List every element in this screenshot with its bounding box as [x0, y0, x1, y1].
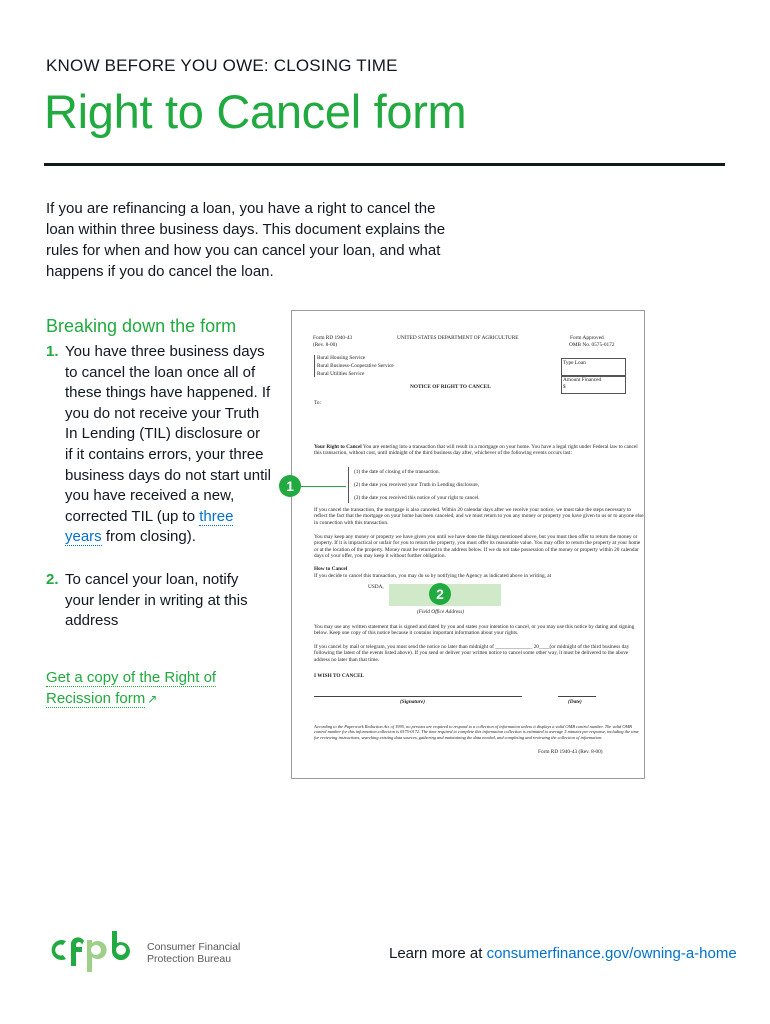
to-label: To:: [314, 400, 321, 406]
form-rev: (Rev. 8-00): [313, 342, 338, 348]
form-footer-id: Form RD 1940-43 (Rev. 8-00): [538, 749, 603, 755]
cfpb-logo: [44, 926, 140, 974]
learn-more-link[interactable]: consumerfinance.gov/owning-a-home: [486, 945, 737, 962]
event-2: (2) the date you received your Truth in Lending disclosure,: [354, 482, 480, 488]
get-form-link-text[interactable]: Get a copy of the Right of Recission form: [46, 669, 217, 707]
external-link-icon: ↗: [147, 691, 158, 706]
callout-2-badge: 2: [429, 583, 451, 605]
form-agency: UNITED STATES DEPARTMENT OF AGRICULTURE: [397, 335, 519, 341]
wish-to-cancel: I WISH TO CANCEL: [314, 673, 365, 679]
event-3: (3) the date you received this notice of your right to cancel.: [354, 495, 480, 501]
usda-label: USDA,: [368, 584, 384, 590]
how-to-cancel-text: If you decide to cancel this transaction, you may do so by notifying the Agency as indicated above in writing, at: [314, 573, 552, 579]
signature-label: (Signature): [400, 699, 426, 705]
step-2-text: To cancel your loan, notify your lender in writing at this address: [65, 570, 248, 630]
bureau-line-1: Consumer Financial: [147, 941, 241, 953]
service-2: Rural Business-Cooperative Service: [317, 363, 394, 369]
service-1: Rural Housing Service: [317, 355, 366, 361]
amount-financed-label: Amount Financed: [563, 377, 602, 383]
step-2: [46, 570, 271, 632]
learn-more-prefix: Learn more at: [389, 945, 487, 962]
form-approved: Form Approved: [570, 335, 604, 341]
step-1: [46, 342, 271, 548]
three-years-term[interactable]: three years: [65, 507, 234, 546]
get-form-link[interactable]: [46, 668, 236, 709]
written-statement-paragraph: You may use any written statement that is signed and dated by you and states your intention to cancel, or you may use this notice by dating and signing below. Keep one copy of this notice because it contains important information about your rights.: [314, 624, 635, 637]
event-1: (1) the date of closing of the transaction.: [354, 469, 440, 475]
logo-text: cfpb: [44, 973, 46, 974]
form-id: Form RD 1940-43: [313, 335, 353, 341]
bureau-name: [147, 941, 240, 965]
paperwork-notice: According to the Paperwork Reduction Act of 1995, no persons are required to respond to a collection of information unless it displays a valid OMB control number. The valid OMB control number for this information collection is 0575-0172. The time required to complete this information collection is estimated to average 5 minutes per response, including the time for reviewing instructions, searching existing data sources, gathering and maintaining the data needed, and completing and reviewing the collection of information.: [314, 724, 639, 740]
intro-paragraph: If you are refinancing a loan, you have a right to cancel the loan within three business days. This document explains the rules for when and how you can cancel your loan, and what happens if you do cancel the loan.: [46, 200, 446, 280]
service-3: Rural Utilities Service: [317, 371, 365, 377]
callout-1-badge: 1: [279, 475, 301, 497]
mail-paragraph: If you cancel by mail or telegram, you must send the notice no later than midnight of ______________ 20____(or midnight of the third business day following the latest of the events listed above). If you send or deliver your written notice to cancel some other way, it must be delivered to the above address no later than that time.: [314, 644, 630, 663]
step-1-text: You have three business days to cancel the loan once all of these things have happened. If you do not receive your Truth In Lending (TIL) disclosure or if it contains errors, your three business days do not start until you have received a new, corrected TIL (up to: [65, 343, 271, 525]
notice-title: NOTICE OF RIGHT TO CANCEL: [410, 384, 491, 390]
bureau-line-2: Protection Bureau: [147, 953, 232, 965]
form-image: [291, 310, 645, 779]
step-1-number: 1.: [46, 343, 59, 360]
steps-list: [46, 342, 271, 654]
type-loan-label: Type Loan: [563, 360, 586, 366]
right-to-cancel-paragraph: Your Right to Cancel You are entering into a transaction that will result in a mortgage on your home. You have a legal right under Federal law to cancel this transaction, without cost, until midnight of the third business day after, whichever of the following events occurs last:: [314, 444, 638, 457]
form-omb: OMB No. 0575-0172: [569, 342, 615, 348]
cancel-paragraph: If you cancel the transaction, the mortgage is also canceled. Within 20 calendar days after we receive your notice, we must take the steps necessary to reflect the fact that the mortgage on your home has been canceled, and we must return to you any money or property you have given to us or to anyone else in connection with this transaction.: [314, 507, 644, 526]
page-title: Right to Cancel form: [44, 85, 467, 138]
field-office-label: (Field Office Address): [417, 609, 465, 615]
callout-1-line: [301, 486, 346, 487]
title-divider: [44, 163, 725, 166]
dollar-sign: $: [563, 384, 566, 390]
step-1-text-end: from closing).: [101, 528, 196, 546]
learn-more: [389, 945, 737, 962]
eyebrow-heading: KNOW BEFORE YOU OWE: CLOSING TIME: [46, 56, 398, 75]
how-to-cancel-heading: How to Cancel: [314, 566, 348, 572]
date-label: (Date): [568, 699, 582, 705]
keep-paragraph: You may keep any money or property we have given you until we have done the things mentioned above, but you must then offer to return the money or property. If it is impractical or unfair for you to return the property, you must offer its reasonable value. You may offer to return the property at your home or at the location of the property. Money must be returned to the address below. If we do not take possession of the money or property within 20 calendar days of your offer, you may keep it without further obligation.: [314, 534, 641, 560]
step-2-number: 2.: [46, 570, 59, 588]
breakdown-heading: Breaking down the form: [46, 316, 237, 336]
